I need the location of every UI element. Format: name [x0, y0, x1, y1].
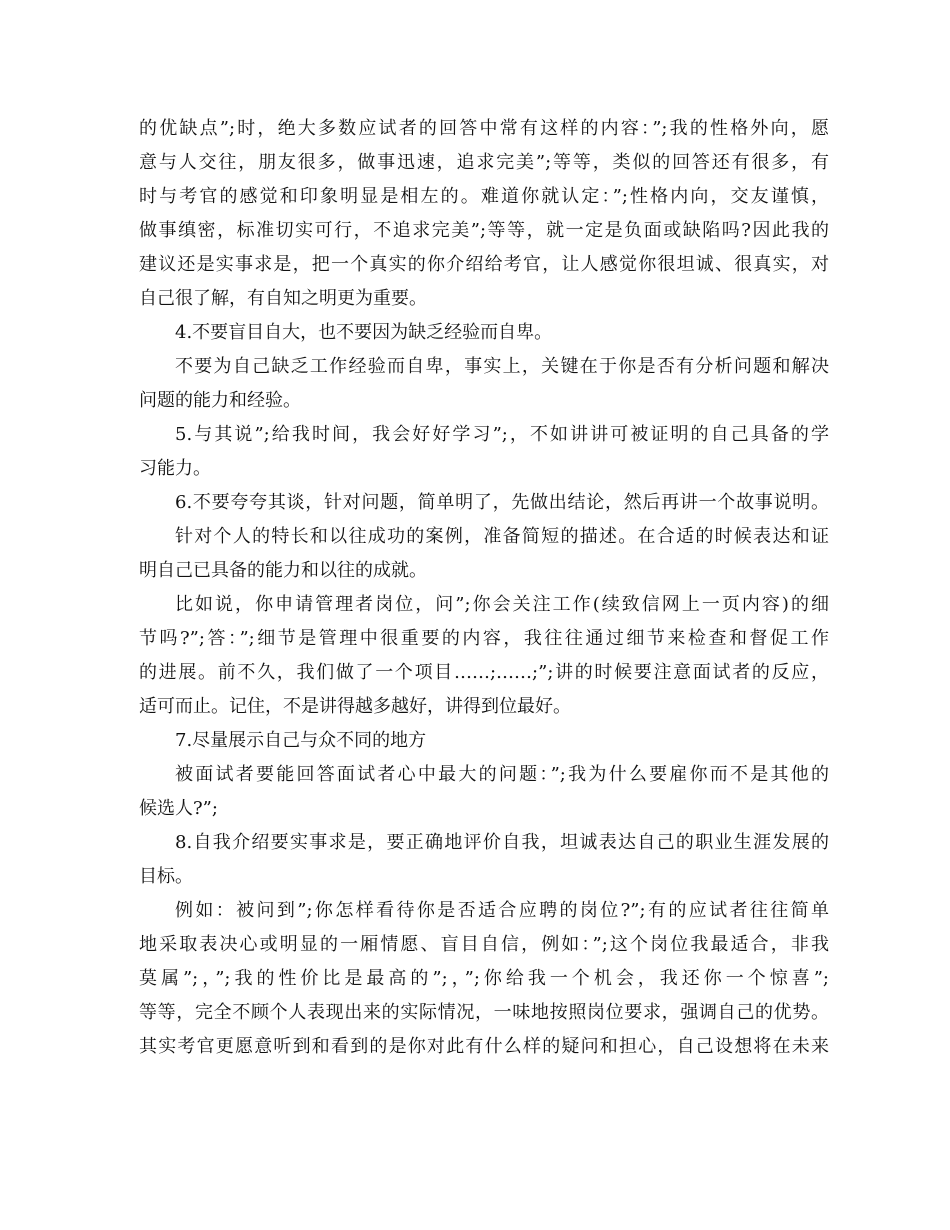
text-line: 针对个人的特长和以往成功的案例，准备简短的描述。在合适的时候表达和证	[175, 526, 829, 547]
text-line: 不要为自己缺乏工作经验而自卑，事实上，关键在于你是否有分析问题和解决	[175, 356, 829, 377]
text-line: 习能力。	[139, 458, 211, 479]
text-line: 地采取表决心或明显的一厢情愿、盲目自信，例如：”;这个岗位我最适合，非我	[139, 934, 829, 955]
text-line: 问题的能力和经验。	[139, 390, 301, 411]
text-line: 建议还是实事求是，把一个真实的你介绍给考官，让人感觉你很坦诚、很真实，对	[139, 254, 829, 275]
text-line: 的进展。前不久，我们做了一个项目……;……;”;讲的时候要注意面试者的反应，	[139, 662, 829, 683]
text-line: 比如说，你申请管理者岗位，问”;你会关注工作(续致信网上一页内容)的细	[175, 594, 829, 615]
document-body	[139, 112, 829, 1064]
text-line: 适可而止。记住，不是讲得越多越好，讲得到位最好。	[139, 696, 571, 717]
text-line: 自己很了解，有自知之明更为重要。	[139, 288, 427, 309]
text-line: 目标。	[139, 866, 193, 887]
text-line: 例如：被问到”;你怎样看待你是否适合应聘的岗位?”;有的应试者往往简单	[175, 900, 829, 921]
text-line: 6.不要夸夸其谈，针对问题，简单明了，先做出结论，然后再讲一个故事说明。	[175, 492, 829, 513]
text-line: 5.与其说”;给我时间，我会好好学习”;，不如讲讲可被证明的自己具备的学	[175, 424, 829, 445]
text-line: 做事缜密，标准切实可行，不追求完美”;等等，就一定是负面或缺陷吗?因此我的	[139, 220, 829, 241]
text-line: 莫属”;，”;我的性价比是最高的”;，”;你给我一个机会，我还你一个惊喜”;	[139, 968, 829, 989]
text-line: 意与人交往，朋友很多，做事迅速，追求完美”;等等，类似的回答还有很多，有	[139, 152, 829, 173]
text-line: 4.不要盲目自大，也不要因为缺乏经验而自卑。	[175, 322, 553, 343]
text-line: 的优缺点”;时，绝大多数应试者的回答中常有这样的内容：”;我的性格外向，愿	[139, 118, 829, 139]
text-line: 被面试者要能回答面试者心中最大的问题：”;我为什么要雇你而不是其他的	[175, 764, 829, 785]
text-line: 等等，完全不顾个人表现出来的实际情况，一味地按照岗位要求，强调自己的优势。	[139, 1002, 829, 1023]
text-line: 明自己已具备的能力和以往的成就。	[139, 560, 427, 581]
text-line: 候选人?”;	[139, 798, 218, 819]
text-line: 节吗?”;答：”;细节是管理中很重要的内容，我往往通过细节来检查和督促工作	[139, 628, 829, 649]
text-line: 其实考官更愿意听到和看到的是你对此有什么样的疑问和担心，自己设想将在未来	[139, 1036, 829, 1057]
text-line: 7.尽量展示自己与众不同的地方	[175, 730, 427, 751]
text-line: 时与考官的感觉和印象明显是相左的。难道你就认定：”;性格内向，交友谨慎，	[139, 186, 829, 207]
text-line: 8.自我介绍要实事求是，要正确地评价自我，坦诚表达自己的职业生涯发展的	[175, 832, 829, 853]
